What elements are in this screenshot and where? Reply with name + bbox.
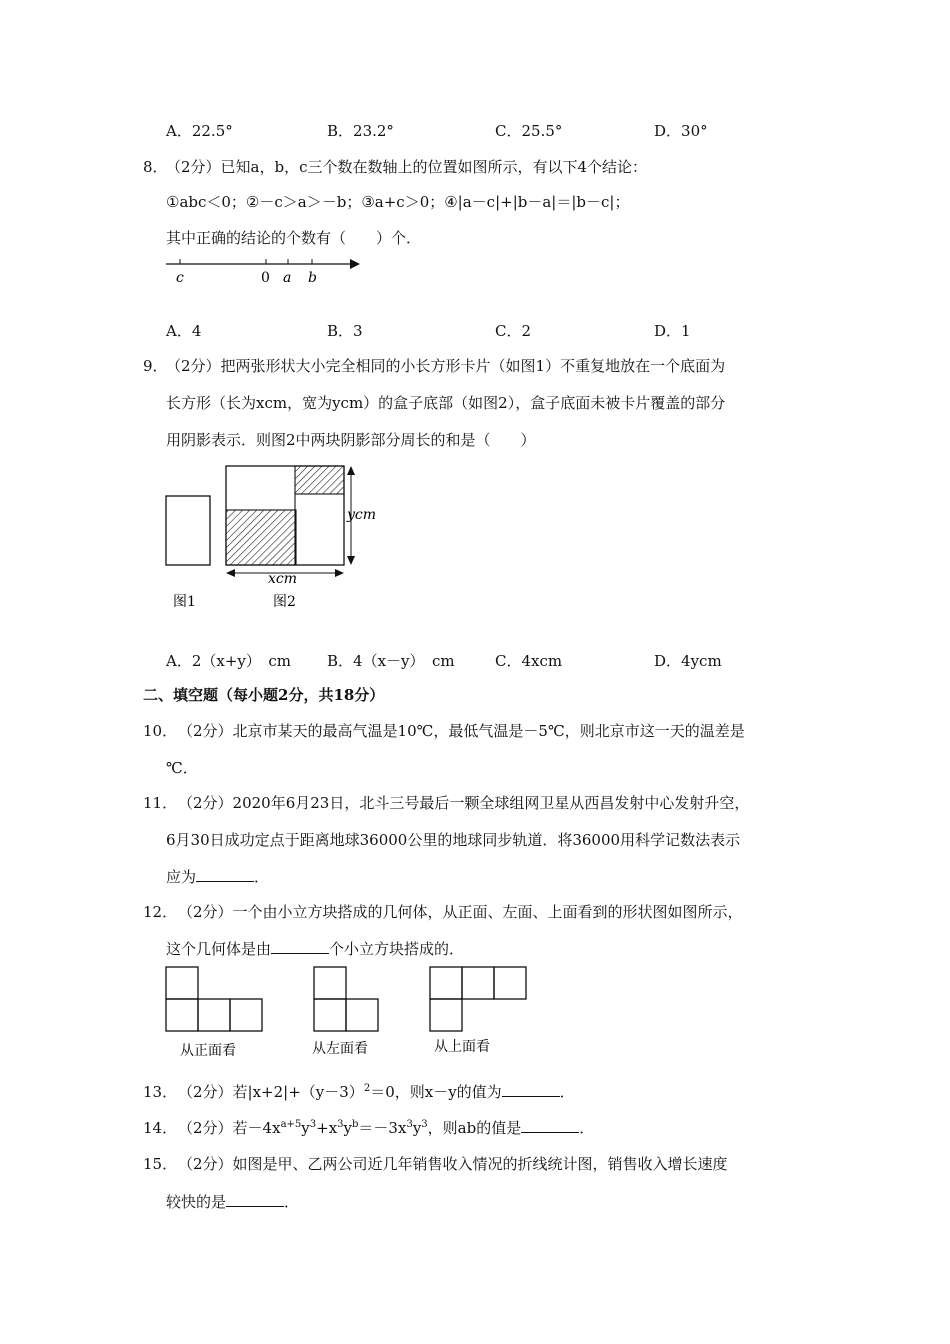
dim-x-arrow-right [335,569,344,577]
left-view-label: 从左面看 [312,1041,368,1057]
q12-line2-pre: 这个几何体是由 [166,940,272,958]
q12-line1: （2分）一个由小立方块搭成的几何体，从正面、左面、上面看到的形状图如图所示， [178,903,743,921]
q15-line1: （2分）如图是甲、乙两公司近几年销售收入情况的折线统计图，销售收入增长速度 [178,1155,728,1173]
q9-line2: 长方形（长为xcm，宽为ycm）的盒子底部（如图2），盒子底面未被卡片覆盖的部分 [166,394,726,412]
dim-y-arrow-bottom [347,556,355,565]
q12-views [160,962,540,1062]
fig2-caption: 图2 [273,594,296,610]
front-view [166,967,262,1031]
q13-answer-blank[interactable] [502,1082,560,1097]
label-b: b [308,270,317,286]
q15-line2-post: ． [284,1193,300,1211]
q15-line2-pre: 较快的是 [166,1193,227,1211]
q14-part4: y [343,1119,353,1137]
q8-option-c: C．2 [495,322,532,340]
q9-number: 9． [143,357,168,375]
q11-line2: 6月30日成功定点于距离地球36000公里的地球同步轨道．将36000用科学记数法表示 [166,831,741,849]
q14-answer-blank[interactable] [521,1118,579,1133]
q11-line1: （2分）2020年6月23日，北斗三号最后一颗全球组网卫星从西昌发射中心发射升空， [178,794,750,812]
fig1-caption: 图1 [173,594,196,610]
q9-option-d: D．4ycm [654,652,722,670]
q9-option-b: B．4（x－y） cm [327,652,455,670]
q13-exponent: 2 [363,1083,371,1094]
dim-y-label: ycm [347,507,377,523]
q10-line1: （2分）北京市某天的最高气温是10℃，最低气温是－5℃，则北京市这一天的温差是 [178,722,745,740]
fig2-shaded-bottom-left [226,510,296,565]
dim-x-arrow-left [226,569,235,577]
q8-number: 8． [143,158,168,176]
q9-line1: （2分）把两张形状大小完全相同的小长方形卡片（如图1）不重复地放在一个底面为 [166,357,726,375]
q14-sup5: 3 [406,1119,413,1130]
q13-text [178,1081,575,1102]
dim-x-label: xcm [268,571,298,587]
q13-text-pre: （2分）若|x+2|+（y－3） [178,1083,364,1101]
q9-figures [160,458,390,618]
q7-option-c: C．25.5° [495,122,563,140]
q8-stem: （2分）已知a，b，c三个数在数轴上的位置如图所示，有以下4个结论： [166,158,648,176]
q7-option-a: A．22.5° [166,122,233,140]
front-view-label: 从正面看 [180,1043,236,1059]
q12-answer-blank[interactable] [271,939,329,954]
left-view [314,967,378,1031]
fig1-card [166,496,210,565]
label-zero: 0 [261,270,270,286]
q12-line2 [166,938,464,959]
fig2-shaded-top-right [295,466,344,494]
top-view-label: 从上面看 [434,1039,490,1055]
q8-number-line [160,252,370,288]
q8-option-d: D．1 [654,322,691,340]
section-title: 二、填空题（每小题2分，共18分） [143,686,385,704]
q14-sup1: a+5 [280,1119,302,1130]
q13-text-post: ． [559,1083,575,1101]
label-a: a [283,270,292,286]
q11-line3 [166,866,269,887]
q11-line3-post: ． [254,868,270,886]
q14-number: 14． [143,1119,178,1137]
q8-conclusions: ①abc＜0；②－c＞a＞－b；③a+c＞0；④|a－c|+|b－a|＝|b－c|； [166,193,630,211]
q11-line3-pre: 应为 [166,868,197,886]
q12-line2-post: 个小立方块搭成的． [329,940,465,958]
q13-number: 13． [143,1083,178,1101]
q14-part3: +x [316,1119,338,1137]
q10-line2: ℃． [166,759,198,777]
q7-option-b: B．23.2° [327,122,394,140]
q15-answer-blank[interactable] [226,1192,284,1207]
q8-option-a: A．4 [166,322,202,340]
q9-option-c: C．4xcm [495,652,563,670]
q11-number: 11． [143,794,178,812]
q7-option-d: D．30° [654,122,708,140]
q14-part2: y [301,1119,310,1137]
q14-sup4: b [352,1119,359,1130]
label-c: c [176,270,184,286]
q13-text-mid: ＝0，则x－y的值为 [370,1083,502,1101]
q8-option-b: B．3 [327,322,363,340]
q14-part7: ，则ab的值是 [427,1119,522,1137]
q15-line2 [166,1191,299,1212]
q14-part5: ＝－3x [358,1119,407,1137]
q9-option-a: A．2（x+y） cm [166,652,292,670]
q14-part8: ． [579,1119,595,1137]
dim-y-arrow-top [347,466,355,475]
q14-part1: （2分）若－4x [178,1119,281,1137]
q14-part6: y [412,1119,422,1137]
q14-sup6: 3 [421,1119,428,1130]
q14-sup3: 3 [337,1119,344,1130]
q8-question: 其中正确的结论的个数有（ ）个． [166,229,422,247]
q11-answer-blank[interactable] [196,867,254,882]
q12-number: 12． [143,903,178,921]
q15-number: 15． [143,1155,178,1173]
top-view [430,967,526,1031]
q9-line3: 用阴影表示．则图2中两块阴影部分周长的和是（ ） [166,431,536,449]
number-line-arrow [350,259,360,269]
q14-text [178,1117,594,1138]
q14-sup2: 3 [309,1119,317,1130]
q10-number: 10． [143,722,178,740]
